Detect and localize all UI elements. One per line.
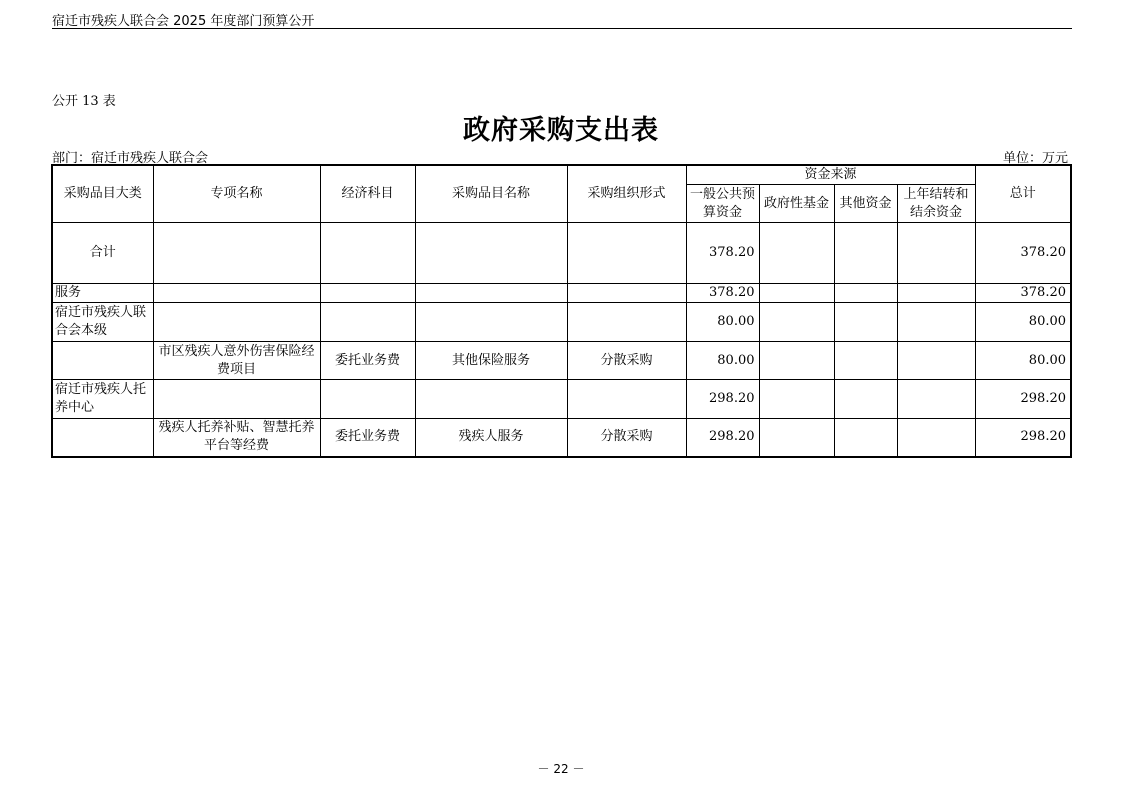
running-header: 宿迁市残疾人联合会 2025 年度部门预算公开 (52, 14, 315, 29)
cell-general-budget: 298.20 (686, 380, 759, 419)
cell-carryover (897, 419, 975, 457)
cell-general-budget: 378.20 (686, 284, 759, 303)
table-row (52, 419, 1071, 457)
cell-general-budget: 298.20 (686, 419, 759, 457)
cell-total: 378.20 (975, 284, 1071, 303)
table-number: 公开 13 表 (52, 94, 116, 109)
procurement-table (51, 164, 1072, 458)
cell-total: 80.00 (975, 342, 1071, 380)
table-row (52, 380, 1071, 419)
col-header-gov-fund: 政府性基金 (759, 185, 834, 223)
cell-econ (320, 380, 415, 419)
cell-item (415, 303, 567, 342)
cell-item (415, 380, 567, 419)
page-number: － 22 － (537, 762, 585, 776)
cell-gov-fund (759, 419, 834, 457)
table-row (52, 303, 1071, 342)
col-header-econ: 经济科目 (320, 165, 415, 223)
cell-org-form: 分散采购 (567, 419, 686, 457)
cell-org-form (567, 303, 686, 342)
col-header-item: 采购品目名称 (415, 165, 567, 223)
cell-total: 298.20 (975, 419, 1071, 457)
cell-org-form (567, 223, 686, 284)
cell-category: 合计 (52, 223, 153, 284)
cell-project: 残疾人托养补贴、智慧托养平台等经费 (153, 419, 320, 457)
cell-category (52, 342, 153, 380)
cell-other (834, 223, 897, 284)
col-header-project: 专项名称 (153, 165, 320, 223)
cell-category: 服务 (52, 284, 153, 303)
cell-other (834, 380, 897, 419)
cell-econ: 委托业务费 (320, 342, 415, 380)
cell-category: 宿迁市残疾人托养中心 (52, 380, 153, 419)
cell-item (415, 284, 567, 303)
cell-carryover (897, 303, 975, 342)
cell-carryover (897, 223, 975, 284)
table-row (52, 223, 1071, 284)
cell-org-form (567, 284, 686, 303)
col-header-total: 总计 (975, 165, 1071, 223)
cell-general-budget: 80.00 (686, 342, 759, 380)
cell-gov-fund (759, 380, 834, 419)
cell-econ (320, 284, 415, 303)
cell-item: 其他保险服务 (415, 342, 567, 380)
cell-econ (320, 223, 415, 284)
cell-general-budget: 80.00 (686, 303, 759, 342)
cell-carryover (897, 342, 975, 380)
cell-project (153, 303, 320, 342)
cell-gov-fund (759, 223, 834, 284)
col-header-category: 采购品目大类 (52, 165, 153, 223)
cell-carryover (897, 284, 975, 303)
header-rule (52, 28, 1072, 29)
cell-project (153, 284, 320, 303)
col-header-fund-source: 资金来源 (686, 165, 975, 185)
table-row (52, 284, 1071, 303)
col-header-other: 其他资金 (834, 185, 897, 223)
cell-category (52, 419, 153, 457)
cell-total: 80.00 (975, 303, 1071, 342)
cell-item (415, 223, 567, 284)
cell-other (834, 303, 897, 342)
table-row (52, 342, 1071, 380)
cell-project (153, 380, 320, 419)
col-header-org-form: 采购组织形式 (567, 165, 686, 223)
cell-item: 残疾人服务 (415, 419, 567, 457)
cell-total: 298.20 (975, 380, 1071, 419)
cell-gov-fund (759, 303, 834, 342)
cell-org-form (567, 380, 686, 419)
cell-other (834, 419, 897, 457)
page-title: 政府采购支出表 (463, 115, 659, 146)
col-header-carryover: 上年结转和结余资金 (897, 185, 975, 223)
cell-project (153, 223, 320, 284)
unit-label: 单位：万元 (1002, 151, 1068, 166)
cell-general-budget: 378.20 (686, 223, 759, 284)
cell-other (834, 284, 897, 303)
cell-carryover (897, 380, 975, 419)
cell-project: 市区残疾人意外伤害保险经费项目 (153, 342, 320, 380)
cell-econ (320, 303, 415, 342)
cell-econ: 委托业务费 (320, 419, 415, 457)
cell-gov-fund (759, 342, 834, 380)
cell-gov-fund (759, 284, 834, 303)
cell-category: 宿迁市残疾人联合会本级 (52, 303, 153, 342)
col-header-general-budget: 一般公共预算资金 (686, 185, 759, 223)
department-label: 部门：宿迁市残疾人联合会 (52, 151, 209, 166)
cell-total: 378.20 (975, 223, 1071, 284)
cell-org-form: 分散采购 (567, 342, 686, 380)
cell-other (834, 342, 897, 380)
